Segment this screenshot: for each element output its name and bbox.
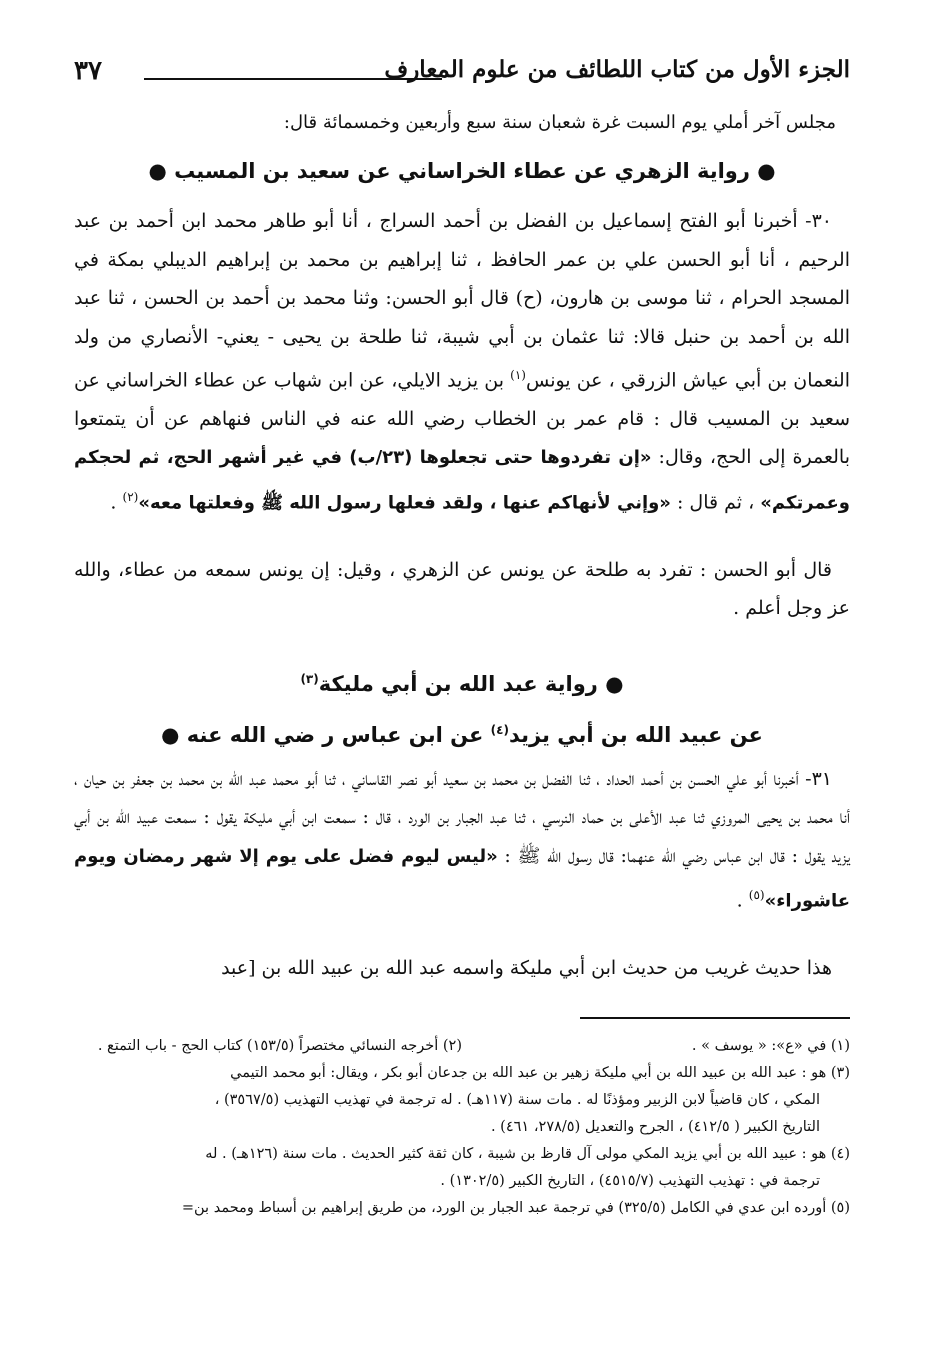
running-head-title: الجزء الأول من كتاب اللطائف من علوم المعارف: [384, 56, 850, 83]
footnote-1: (١) في «ع»: « يوسف » .: [691, 1038, 850, 1055]
hadith-31-end: .: [736, 889, 749, 912]
running-head-rule: [144, 78, 442, 80]
footnote-4-line-1: (٤) هو : عبيد الله بن أبي يزيد المكي مولى آل قارظ بن شيبة ، كان ثقة كثير الحديث . مات سنة (١٢٦هـ) . له: [205, 1146, 850, 1163]
hadith-30-text-2: بن يزيد الايلي، عن ابن شهاب عن عطاء الخراساني عن سعيد بن المسيب قال : قام عمر بن الخطاب رضي الله عنه في الناس فنهاهم عن أن يتمتعوا بالعمرة إلى الحج، وقال:: [74, 369, 851, 469]
hadith-31-quote: «ليس ليوم فضل على يوم إلا شهر رمضان ويوم عاشوراء»: [74, 845, 850, 912]
hadith-30-text-3: ، ثم قال :: [670, 491, 761, 514]
running-head: [74, 56, 850, 102]
footnotes: [74, 1033, 850, 1222]
section-heading-2-line-1: ● رواية عبد الله بن أبي مليكة: [318, 671, 624, 696]
hadith-30-paragraph: [74, 202, 850, 523]
hadith-31-text: ٣١- أخبرنا أبو علي الحسن بن أحمد الحداد ، ثنا الفضل بن محمد بن سعيد أبو نصر القاساني ، ثنا أبو محمد عبد الله بن محمد بن جعفر بن حيان ، أنا محمد بن يحيى المروزي ثنا عبد الأعلى بن حماد النرسي ، ثنا عبد الجبار بن الورد ، قال : سمعت ابن أبي مليكة يقول : سمعت عبيد الله بن أبي يزيد يقول : قال ابن عباس رضي الله عنهما: قال رسول الله ﷺ :: [74, 767, 850, 867]
section-heading-zuhri: ● رواية الزهري عن عطاء الخراساني عن سعيد بن المسيب ●: [148, 159, 776, 183]
footnote-4-line-2: ترجمة في : تهذيب التهذيب (٤٥١٥/٧) ، التاريخ الكبير (١٣٠٢/٥) .: [440, 1173, 820, 1190]
footnote-2: (٢) أخرجه النسائي مختصراً (١٥٣/٥) كتاب الحج - باب التمتع .: [97, 1038, 462, 1055]
footnote-3-line-3: التاريخ الكبير ( ٤١٢/٥) ، الجرح والتعديل (٢٧٨/٥، ٤٦١) .: [490, 1119, 820, 1136]
section-heading-2-line-2b: عن ابن عباس ر ضي الله عنه ●: [161, 722, 491, 747]
footnote-separator: [580, 1017, 850, 1019]
hadith-30-quote-2: «وإني لأنهاكم عنها ، ولقد فعلها رسول الله ﷺ وفعلتها معه»: [138, 492, 671, 514]
section-heading-ibn-abbas: [74, 715, 850, 750]
hadith-30-end: .: [110, 491, 123, 514]
footnote-ref-2: (٢): [122, 489, 139, 504]
footnote-ref-3: (٣): [300, 671, 319, 686]
footnote-ref-4: (٤): [490, 722, 509, 737]
footnote-5-line-1: (٥) أورده ابن عدي في الكامل (٣٢٥/٥) في ترجمة عبد الجبار بن الورد، من طريق إبراهيم بن أسباط ومحمد بن=: [181, 1200, 850, 1217]
footnote-3-line-1: (٣) هو : عبد الله بن عبيد الله بن أبي مليكة زهير بن عبد الله بن جدعان أبو بكر ، ويقال: أبو محمد التيمي: [230, 1065, 850, 1082]
hadith-30-quote-1: «إن تفردوها حتى تجعلوها (٢٣/ب) في غير أشهر الحج، ثم لحجكم وعمرتكم»: [74, 447, 850, 514]
footnote-ref-5: (٥): [748, 888, 765, 903]
note-31-paragraph: هذا حديث غريب من حديث ابن أبي مليكة واسمه عبد الله بن عبيد الله بن [عبد: [221, 956, 832, 979]
hadith-30-text: ٣٠- أخبرنا أبو الفتح إسماعيل بن الفضل بن أحمد السراج ، أنا أبو طاهر محمد ابن أحمد بن عبد الرحيم ، أنا أبو الحسن علي بن عمر الحافظ ، ثنا إبراهيم بن محمد بن إبراهيم الديبلي بمكة في المسجد الحرام ، ثنا موسى بن هارون، (ح) قال أبو الحسن: وثنا محمد بن أحمد بن الحسن ، ثنا عبد الله بن أحمد بن حنبل قالا: ثنا عثمان بن أبي شيبة، ثنا طلحة بن يحيى - يعني- الأنصاري من ولد النعمان بن أبي عياش الزرقي ، عن يونس: [74, 210, 850, 392]
footnote-row-1-2: [74, 1033, 850, 1060]
session-intro: مجلس آخر أملي يوم السبت غرة شعبان سنة سبع وأربعين وخمسمائة قال:: [283, 112, 836, 133]
note-30-paragraph: قال أبو الحسن : تفرد به طلحة عن يونس عن الزهري ، وقيل: إن يونس سمعه من عطاء، والله عز وجل أعلم .: [74, 558, 850, 620]
footnote-ref-1: (١): [510, 368, 526, 382]
hadith-31-paragraph: [74, 760, 850, 921]
page-number: ٣٧: [74, 56, 102, 86]
section-heading-2-line-2a: عن عبيد الله بن أبي يزيد: [508, 722, 763, 747]
section-heading-ibn-abi-mulaika: [74, 664, 850, 699]
footnote-3-line-2: المكي ، كان قاضياً لابن الزبير ومؤذنًا له . مات سنة (١١٧هـ) . له ترجمة في تهذيب التهذيب (٣٥٦٧/٥) ،: [214, 1092, 820, 1109]
